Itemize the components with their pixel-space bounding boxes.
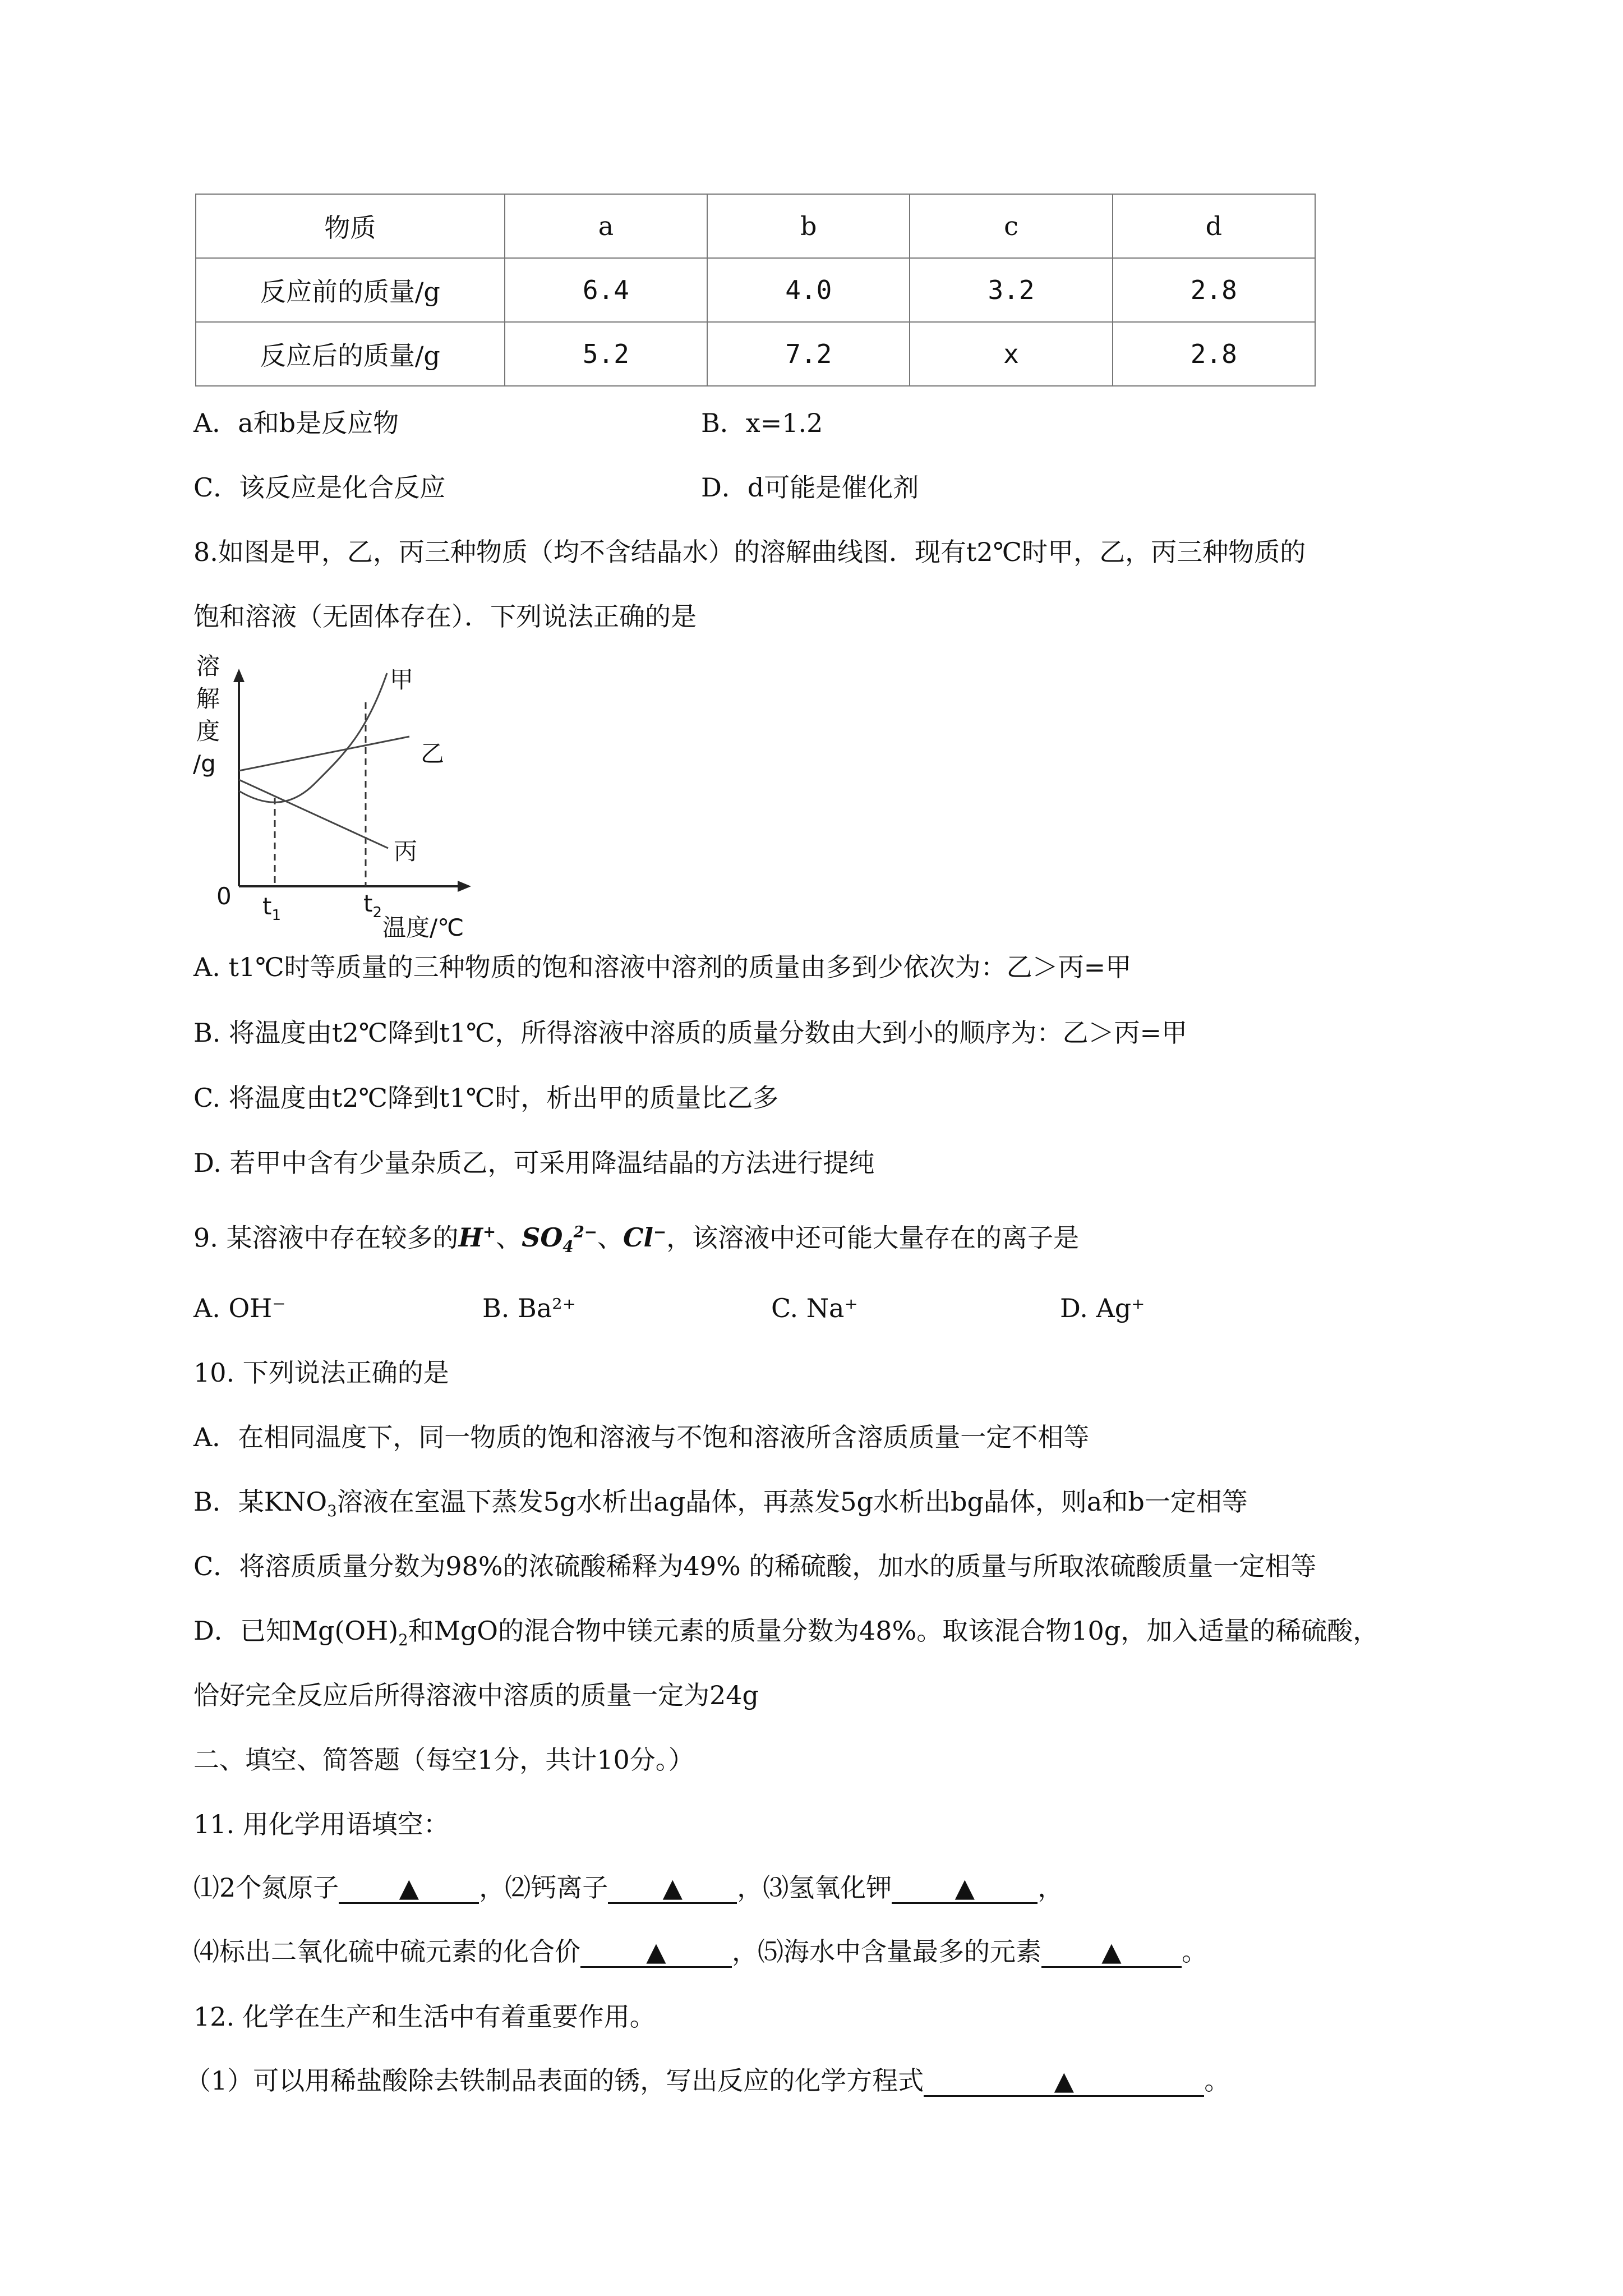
q10-stem: 10. 下列说法正确的是 [193, 1358, 449, 1388]
q10-option-d: D．已知$Mg(OH)_2$和MgO的混合物中镁元素的质量分数为48%。取该混合物10g，加入适量的稀硫酸， [193, 1616, 1379, 1650]
series-label-bing: 丙 [394, 838, 418, 865]
table-row [196, 322, 1315, 386]
q7-option-a: A．a和b是反应物 [193, 408, 399, 438]
q8-option-b: B. 将温度由t2℃降到t1℃，所得溶液中溶质的质量分数由大到小的顺序为：乙＞丙=甲 [193, 1018, 1188, 1048]
t1-label: $t_1$ [262, 892, 282, 924]
q9-option-d: D. Ag⁺ [1060, 1293, 1145, 1323]
series-label-jia: 甲 [390, 666, 414, 693]
table-cell: d [1113, 194, 1315, 258]
section-heading: 二、填空、简答题（每空1分，共计10分。） [193, 1745, 694, 1775]
y-axis-label: /g [193, 750, 216, 777]
curve-bing [239, 780, 388, 848]
answer-blank[interactable]: ▲ [608, 1873, 737, 1904]
q11-line2: ⑷标出二氧化硫中硫元素的化合价 ▲ ，⑸海水中含量最多的元素 ▲ 。 [193, 1936, 1207, 1967]
table-cell: 4.0 [707, 258, 910, 322]
answer-blank[interactable]: ▲ [892, 1873, 1038, 1904]
q11-line1: ⑴2个氮原子 ▲ ，⑵钙离子 ▲ ，⑶氢氧化钾 ▲ ， [193, 1872, 1064, 1903]
q9-option-a: A. OH⁻ [193, 1293, 286, 1323]
ion-sulfate: $SO_4^{2-}$ [522, 1222, 597, 1257]
data-table [195, 194, 1316, 386]
q7-option-b: B．x=1.2 [701, 408, 823, 438]
q8-option-d: D. 若甲中含有少量杂质乙，可采用降温结晶的方法进行提纯 [193, 1148, 875, 1178]
x-axis-arrow [458, 881, 471, 892]
table-cell: 3.2 [910, 258, 1112, 322]
x-axis-label: 温度/℃ [382, 914, 464, 941]
curve-jia [239, 673, 387, 802]
q10-option-a: A．在相同温度下，同一物质的饱和溶液与不饱和溶液所含溶质质量一定不相等 [193, 1422, 1090, 1452]
origin-label: 0 [216, 882, 232, 910]
q12-part1: （1）可以用稀盐酸除去铁制品表面的锈，写出反应的化学方程式 ▲ 。 [185, 2065, 1230, 2096]
ion-h-plus: H+ [458, 1222, 496, 1253]
table-cell: 6.4 [505, 258, 707, 322]
q9-option-c: C. Na⁺ [771, 1293, 858, 1323]
table-row [196, 258, 1315, 322]
ion-chloride: Cl− [623, 1222, 667, 1253]
y-axis-label: 解 [196, 685, 220, 712]
q12-stem: 12. 化学在生产和生活中有着重要作用。 [193, 2001, 656, 2032]
answer-blank[interactable]: ▲ [1041, 1937, 1182, 1968]
table-cell: 物质 [196, 194, 505, 258]
table-cell: 7.2 [707, 322, 910, 386]
q10-option-c: C．将溶质质量分数为98%的浓硫酸稀释为49% 的稀硫酸，加水的质量与所取浓硫酸质量一定相等 [193, 1551, 1317, 1581]
q10-option-b: B．某$KNO_3$溶液在室温下蒸发5g水析出ag晶体，再蒸发5g水析出bg晶体，则a和b一定相等 [193, 1487, 1248, 1521]
q10-option-d-cont: 恰好完全反应后所得溶液中溶质的质量一定为24g [193, 1680, 759, 1710]
series-label-yi: 乙 [421, 740, 445, 767]
q11-stem: 11. 用化学用语填空： [193, 1809, 449, 1839]
curve-yi [239, 737, 409, 771]
table-cell: 2.8 [1113, 322, 1315, 386]
y-axis-arrow [233, 669, 245, 682]
solubility-curve-graph [185, 651, 499, 942]
answer-blank[interactable]: ▲ [924, 2066, 1204, 2097]
table-cell: 反应后的质量/g [196, 322, 505, 386]
q8-option-a: A. t1℃时等质量的三种物质的饱和溶液中溶剂的质量由多到少依次为：乙＞丙=甲 [193, 952, 1132, 982]
q8-stem-line2: 饱和溶液（无固体存在）．下列说法正确的是 [193, 601, 697, 632]
table-cell: b [707, 194, 910, 258]
q7-option-c: C．该反应是化合反应 [193, 472, 446, 503]
y-axis-label: 溶 [196, 652, 220, 680]
table-cell: x [910, 322, 1112, 386]
table-cell: 5.2 [505, 322, 707, 386]
table-cell: 2.8 [1113, 258, 1315, 322]
table-cell: a [505, 194, 707, 258]
q9-stem: 9. 某溶液中存在较多的H+、$SO_4^{2-}$、Cl−，该溶液中还可能大量存在的离子是 [193, 1222, 1080, 1257]
table-cell: 反应前的质量/g [196, 258, 505, 322]
q7-option-d: D．d可能是催化剂 [701, 472, 919, 503]
answer-blank[interactable]: ▲ [580, 1937, 732, 1968]
q9-option-b: B. Ba²⁺ [482, 1293, 576, 1323]
t2-label: $t_2$ [363, 890, 382, 921]
q8-option-c: C. 将温度由t2℃降到t1℃时，析出甲的质量比乙多 [193, 1083, 779, 1113]
q8-stem-line1: 8.如图是甲，乙，丙三种物质（均不含结晶水）的溶解曲线图．现有t2℃时甲，乙，丙三种物质的 [193, 537, 1306, 567]
table-header-row [196, 194, 1315, 258]
table-cell: c [910, 194, 1112, 258]
y-axis-label: 度 [196, 717, 220, 745]
answer-blank[interactable]: ▲ [339, 1873, 479, 1904]
